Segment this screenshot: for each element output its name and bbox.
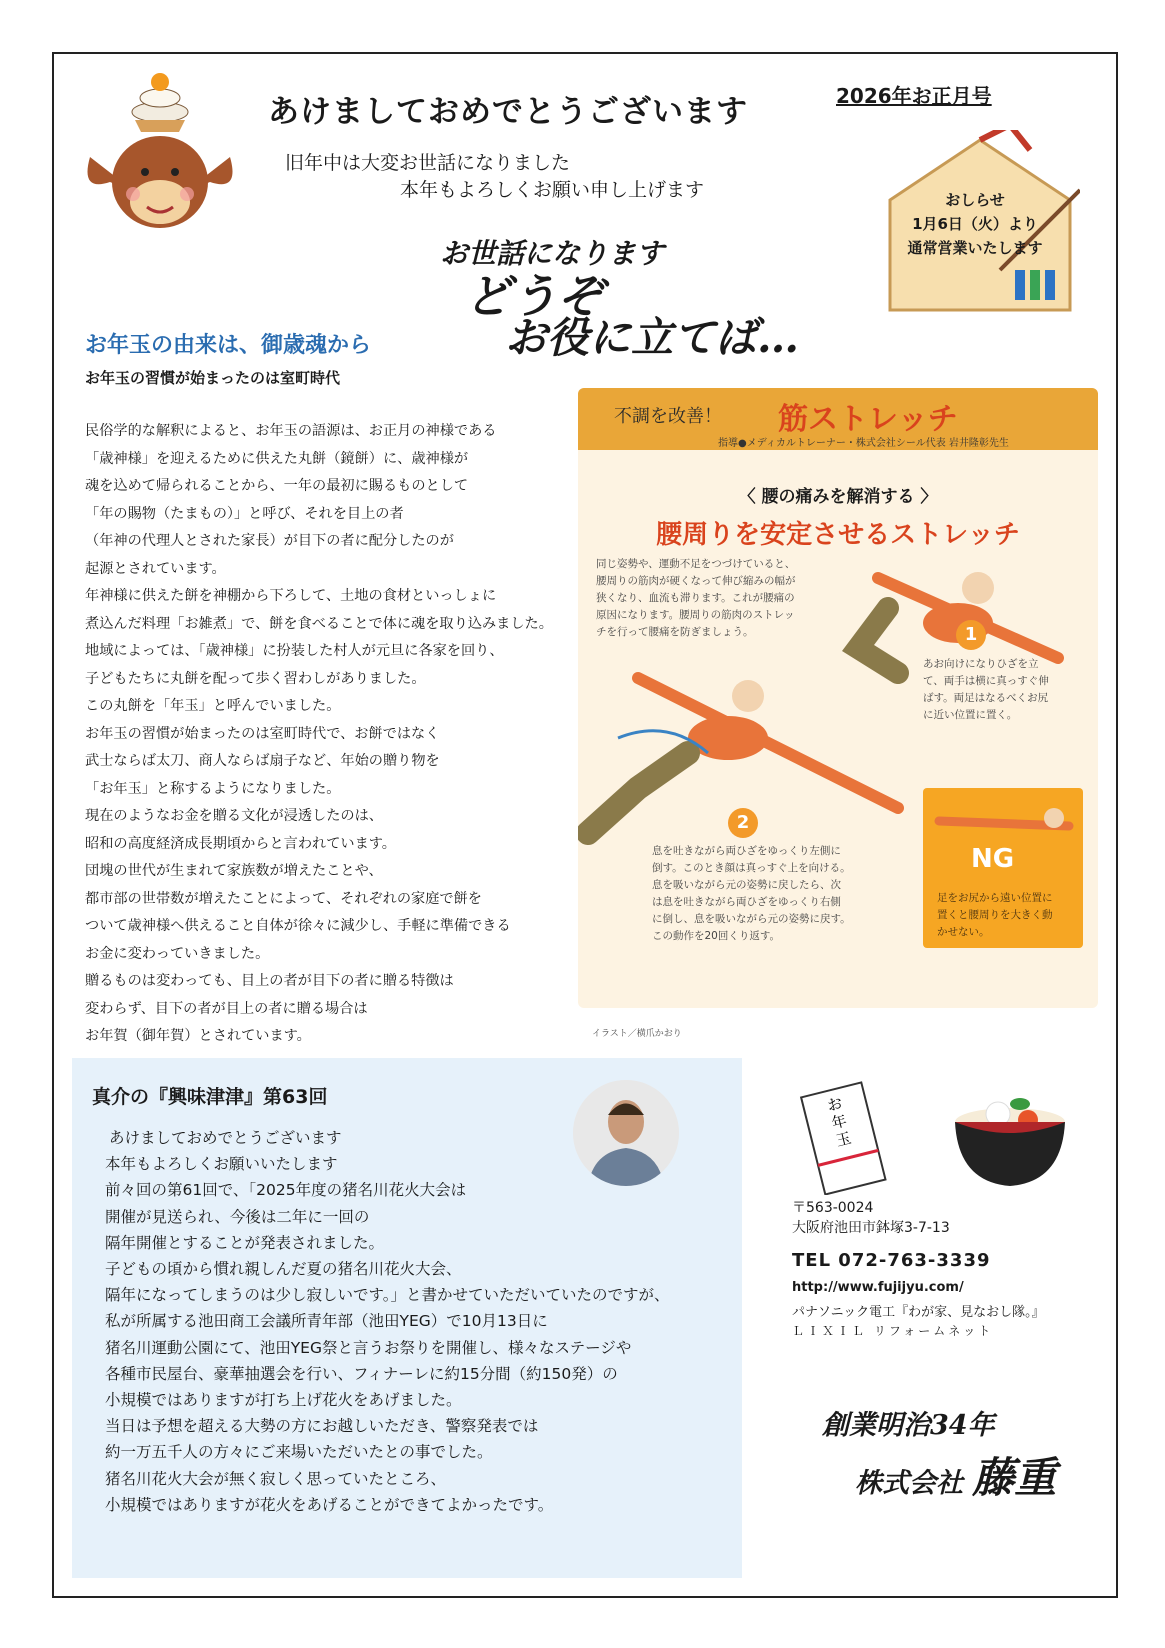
- ng-line: 足をお尻から遠い位置に: [937, 892, 1053, 904]
- stretch-main-title: 腰周りを安定させるストレッチ: [656, 520, 1020, 550]
- column-line: 隔年になってしまうのは少し寂しいです。」と書かせていただいていたのですが、: [105, 1286, 670, 1305]
- step-line: て、両手は横に真っすぐ伸: [923, 675, 1049, 687]
- article-line: ついて歳神様へ供えること自体が徐々に減少し、手軽に準備できる: [85, 918, 511, 934]
- ozoni-bowl-illustration: [950, 1082, 1070, 1197]
- panasonic-note: パナソニック電工『わが家、見なおし隊。』: [792, 1305, 1045, 1320]
- shinsuke-title: 真介の『興味津津』第63回: [92, 1086, 328, 1108]
- company-prefix: 株式会社: [855, 1468, 963, 1499]
- ng-label: NG: [971, 844, 1015, 874]
- envelope-char-3: 玉: [834, 1128, 854, 1150]
- address-block: [792, 1198, 950, 1238]
- column-line: 子どもの頃から慣れ親しんだ夏の猪名川花火大会、: [105, 1260, 462, 1279]
- column-line: 私が所属する池田商工会議所青年部（池田YEG）で10月13日に: [105, 1312, 548, 1331]
- article-line: 地域によっては、「歳神様」に扮装した村人が元旦に各家を回り、: [85, 643, 504, 659]
- article-line: 年神様に供えた餅を神棚から下ろして、土地の食材といっしょに: [85, 588, 497, 604]
- column-line: 猪名川花火大会が無く寂しく思っていたところ、: [105, 1469, 447, 1488]
- notice-title: おしらせ: [945, 191, 1005, 209]
- otoshidama-title: お年玉の由来は、御歳魂から: [85, 333, 372, 358]
- notice-text: 通常営業いたします: [907, 239, 1043, 257]
- article-line: 変わらず、目下の者が目上の者に贈る場合は: [85, 1000, 368, 1017]
- stretch-credit: 指導●メディカルトレーナー・株式会社シール代表 岩井隆彰先生: [718, 438, 1009, 449]
- article-line: 魂を込めて帰られることから、一年の最初に賜るものとして: [85, 478, 469, 494]
- article-line: 武士ならば太刀、商人ならば扇子など、年始の贈り物を: [85, 753, 440, 769]
- article-line: お年賀（御年賀）とされています。: [85, 1028, 311, 1044]
- column-line: 開催が見送られ、今後は二年に一回の: [105, 1207, 370, 1226]
- article-line: 煮込んだ料理「お雑煮」で、餅を食べることで体に魂を取り込みました。: [85, 615, 553, 632]
- article-line: （年神の代理人とされた家長）が目下の者に配分したのが: [85, 533, 454, 549]
- company-name: [855, 1445, 1056, 1505]
- intro-line: 狭くなり、血流も滞ります。これが腰痛の: [596, 592, 795, 604]
- handwritten-line-3: お役に立てば…: [505, 313, 800, 362]
- ng-line: 置くと腰周りを大きく動: [937, 909, 1053, 921]
- handwritten-line-1: お世話になります: [440, 237, 665, 270]
- ng-line: かせない。: [937, 926, 990, 938]
- column-line: 隔年開催とすることが発表されました。: [105, 1233, 385, 1252]
- step-line: この動作を20回くり返す。: [652, 930, 781, 942]
- greeting-line-1: 旧年中は大変お世話になりました: [285, 152, 571, 174]
- ng-box: [923, 788, 1083, 948]
- intro-line: 同じ姿勢や、運動不足をつづけていると、: [596, 558, 796, 570]
- article-line: 「年の賜物（たまもの）」と呼び、それを目上の者: [85, 505, 404, 522]
- new-year-greeting: あけましておめでとうございます: [268, 94, 748, 130]
- step-line: 息を吐きながら両ひざをゆっくり左側に: [652, 845, 841, 857]
- stretch-panel: [578, 388, 1098, 1008]
- step-line: 倒す。このとき顔は真っすぐ上を向ける。: [652, 862, 851, 874]
- article-line: 起源とされています。: [85, 560, 226, 577]
- otoshidama-body: [85, 418, 555, 1051]
- issue-label: 2026年お正月号: [836, 84, 992, 108]
- ng-text: [937, 890, 1053, 941]
- otoshidama-envelope-illustration: [790, 1080, 900, 1195]
- intro-line: 原因になります。腰周りの筋肉のストレッ: [596, 609, 795, 621]
- company-main-name: 藤重: [972, 1453, 1057, 1502]
- intro-line: チを行って腰痛を防ぎましょう。: [596, 626, 754, 638]
- envelope-char-1: お: [825, 1093, 845, 1116]
- column-line: 本年もよろしくお願いいたします: [105, 1155, 338, 1174]
- stretch-header-band: [578, 388, 1098, 450]
- article-line: 現在のようなお金を贈る文化が浸透したのは、: [85, 808, 383, 824]
- stretch-lead: 不調を改善！: [614, 406, 722, 427]
- intro-line: 腰周りの筋肉が硬くなって伸び縮みの幅が: [596, 575, 796, 587]
- column-line: 前々回の第61回で、「2025年度の猪名川花火大会は: [105, 1181, 467, 1200]
- article-line: 昭和の高度経済成長期頃からと言われています。: [85, 835, 396, 852]
- article-line: 「歳神様」を迎えるために供えた丸餅（鏡餅）に、歳神様が: [85, 450, 469, 467]
- phone-number: TEL 072-763-3339: [792, 1250, 991, 1271]
- step-2-text: [652, 843, 851, 945]
- article-line: この丸餅を「年玉」と呼んでいました。: [85, 698, 341, 714]
- horse-mascot-illustration: [75, 62, 245, 232]
- article-line: 都市部の世帯数が増えたことによって、それぞれの家庭で餅を: [85, 890, 482, 907]
- notice-date: 1月6日（火）より: [912, 215, 1038, 233]
- step-1-number: 1: [956, 620, 986, 650]
- notice-box: [895, 188, 1055, 260]
- column-line: 当日は予想を超える大勢の方にお越しいただき、警察発表では: [105, 1417, 539, 1436]
- article-line: 民俗学的な解釈によると、お年玉の語源は、お正月の神様である: [85, 423, 497, 439]
- step-line: に倒し、息を吸いながら元の姿勢に戻す。: [652, 913, 851, 925]
- step-2-number: 2: [728, 808, 758, 838]
- step-line: あお向けになりひざを立: [923, 658, 1039, 670]
- column-line: 猪名川運動公園にて、池田YEG祭と言うお祭りを開催し、様々なステージや: [105, 1338, 632, 1357]
- article-line: 「お年玉」と称するようになりました。: [85, 780, 341, 797]
- column-line: 約一万五千人の方々にご来場いただいたとの事でした。: [105, 1443, 493, 1462]
- article-line: お金に変わっていきました。: [85, 945, 270, 962]
- step-1-text: [923, 656, 1049, 724]
- website-link[interactable]: http://www.fujijyu.com/: [792, 1280, 964, 1295]
- street-address: 大阪府池田市鉢塚3-7-13: [792, 1220, 950, 1236]
- article-line: 子どもたちに丸餅を配って歩く習わしがありました。: [85, 670, 426, 687]
- column-line: 小規模ではありますが打ち上げ花火をあげました。: [105, 1391, 462, 1410]
- stretch-intro: [596, 556, 796, 641]
- envelope-char-2: 年: [829, 1111, 849, 1133]
- postal-code: 〒563-0024: [792, 1200, 874, 1216]
- column-line: 小規模ではありますが花火をあげることができてよかったです。: [105, 1495, 554, 1514]
- founding-text: 創業明治34年: [822, 1410, 995, 1441]
- step-line: 息を吸いながら元の姿勢に戻したら、次: [652, 879, 841, 891]
- step-line: は息を吐きながら両ひざをゆっくり右側: [652, 896, 841, 908]
- illustration-credit: イラスト／横爪かおり: [592, 1029, 682, 1039]
- step-line: ばす。両足はなるべくお尻: [923, 692, 1049, 704]
- greeting-line-2: 本年もよろしくお願い申し上げます: [400, 179, 705, 201]
- ng-figure: [929, 796, 1077, 846]
- article-line: お年玉の習慣が始まったのは室町時代で、お餅ではなく: [85, 725, 440, 742]
- article-line: 贈るものは変わっても、目上の者が目下の者に贈る特徴は: [85, 973, 454, 989]
- step-line: に近い位置に置く。: [923, 709, 1018, 721]
- otoshidama-subtitle: お年玉の習慣が始まったのは室町時代: [85, 369, 341, 387]
- lixil-note: ＬＩＸＩＬ リフォームネット: [792, 1324, 994, 1338]
- article-line: 団塊の世代が生まれて家族数が増えたことや、: [85, 863, 383, 879]
- stretch-subtitle: 〈 腰の痛みを解消する 〉: [738, 487, 938, 507]
- column-line: 各種市民屋台、豪華抽選会を行い、フィナーレに約15分間（約150発）の: [105, 1364, 618, 1383]
- column-line: あけましておめでとうございます: [109, 1129, 342, 1147]
- shinsuke-body: [105, 1125, 725, 1518]
- handwritten-line-2: どうぞ: [465, 269, 603, 323]
- stretch-title: 筋ストレッチ: [778, 402, 958, 437]
